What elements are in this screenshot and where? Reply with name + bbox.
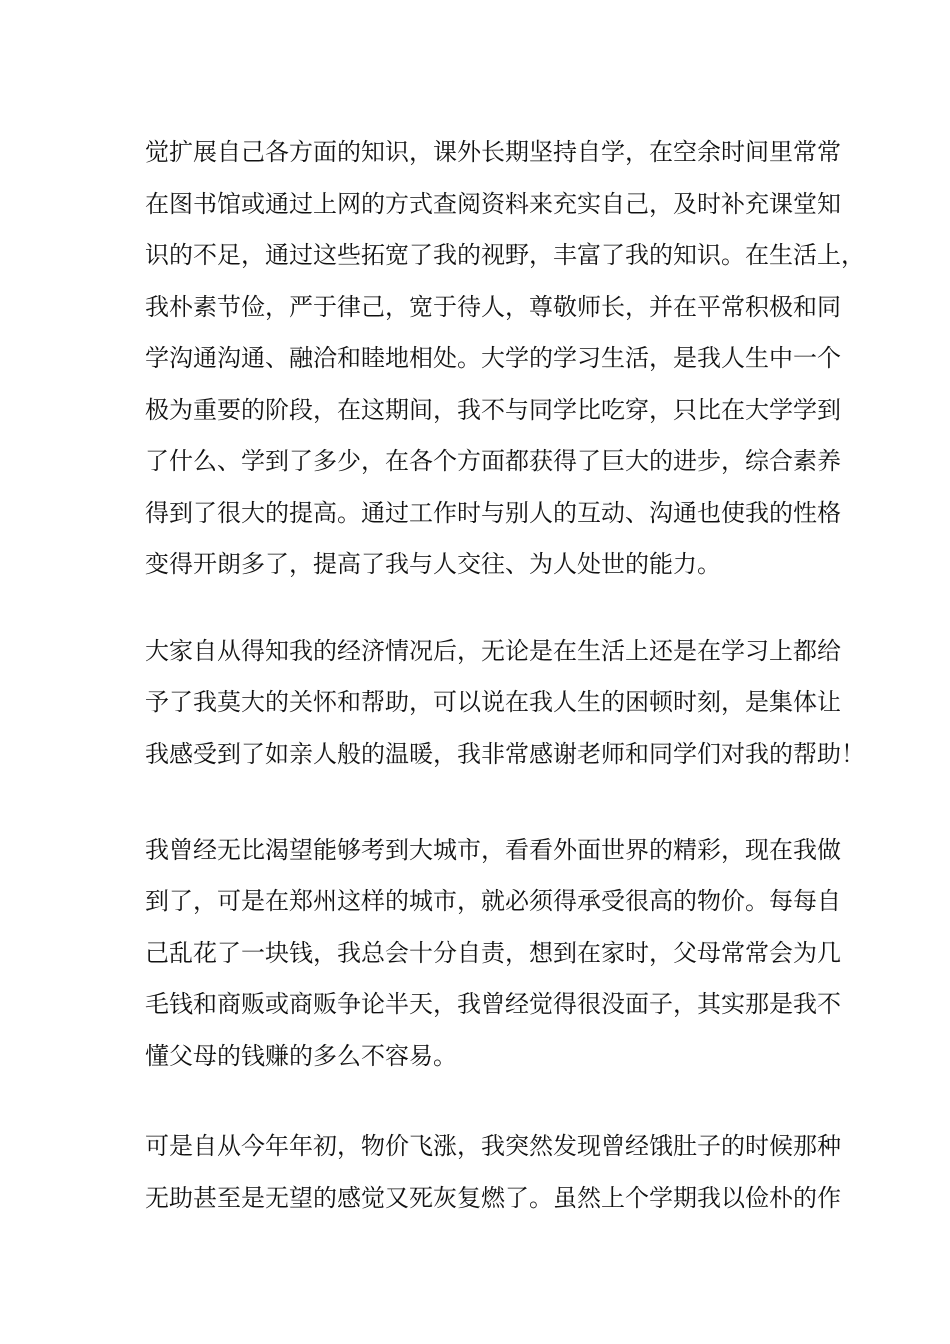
text-line: 我感受到了如亲人般的温暖，我非常感谢老师和同学们对我的帮助！ <box>145 740 865 768</box>
text-line: 学沟通沟通、融洽和睦地相处。大学的学习生活，是我人生中一个 <box>145 344 841 372</box>
text-line: 予了我莫大的关怀和帮助，可以说在我人生的困顿时刻，是集体让 <box>145 688 841 716</box>
text-line: 觉扩展自己各方面的知识，课外长期坚持自学，在空余时间里常常 <box>145 138 841 166</box>
text-line: 我曾经无比渴望能够考到大城市，看看外面世界的精彩，现在我做 <box>145 836 841 864</box>
text-line: 到了，可是在郑州这样的城市，就必须得承受很高的物价。每每自 <box>145 887 841 915</box>
text-line: 毛钱和商贩或商贩争论半天，我曾经觉得很没面子，其实那是我不 <box>145 990 841 1018</box>
text-line: 大家自从得知我的经济情况后，无论是在生活上还是在学习上都给 <box>145 637 841 665</box>
text-line: 变得开朗多了，提高了我与人交往、为人处世的能力。 <box>145 550 721 578</box>
text-line: 我朴素节俭，严于律己，宽于待人，尊敬师长，并在平常积极和同 <box>145 293 841 321</box>
text-line: 己乱花了一块钱，我总会十分自责，想到在家时，父母常常会为几 <box>145 939 841 967</box>
text-line: 可是自从今年年初，物价飞涨，我突然发现曾经饿肚子的时候那种 <box>145 1132 841 1160</box>
text-line: 了什么、学到了多少，在各个方面都获得了巨大的进步，综合素养 <box>145 447 841 475</box>
text-line: 无助甚至是无望的感觉又死灰复燃了。虽然上个学期我以俭朴的作 <box>145 1184 841 1212</box>
text-line: 懂父母的钱赚的多么不容易。 <box>145 1042 457 1070</box>
text-line: 得到了很大的提高。通过工作时与别人的互动、沟通也使我的性格 <box>145 499 841 527</box>
text-line: 识的不足，通过这些拓宽了我的视野，丰富了我的知识。在生活上， <box>145 241 865 269</box>
text-line: 在图书馆或通过上网的方式查阅资料来充实自己，及时补充课堂知 <box>145 190 841 218</box>
text-line: 极为重要的阶段，在这期间，我不与同学比吃穿，只比在大学学到 <box>145 396 841 424</box>
